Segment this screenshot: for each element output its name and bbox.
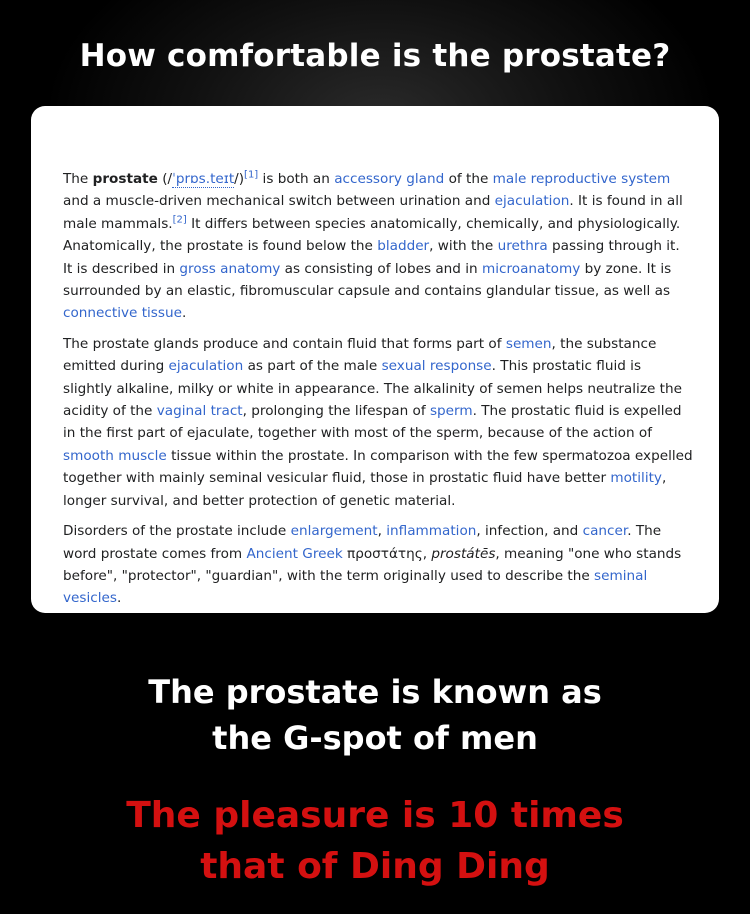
link-urethra[interactable]: urethra — [497, 238, 548, 255]
link-ejaculation[interactable]: ejaculation — [494, 193, 570, 210]
article-card — [31, 106, 719, 613]
link-enlargement[interactable]: enlargement — [290, 523, 378, 540]
caption-1-line-2: the G-spot of men — [212, 719, 538, 757]
link-microanatomy[interactable]: microanatomy — [481, 260, 581, 277]
link-ejaculation-2[interactable]: ejaculation — [168, 358, 244, 375]
link-cancer[interactable]: cancer — [582, 523, 628, 540]
link-motility[interactable]: motility — [610, 470, 662, 487]
article-paragraph-3: Disorders of the prostate include enlargement, inflammation, infection, and cancer. The word prostate comes from Ancient Greek προστάτης, prostátēs, meaning "one who stands before", "protector", "guardian", with the term originally used to describe the seminal vesicles. — [63, 523, 682, 607]
term-prostate: prostate — [92, 171, 158, 187]
ref-link-1[interactable]: [1] — [244, 169, 259, 181]
link-male-reproductive-system[interactable]: male reproductive system — [492, 171, 671, 187]
headline: How comfortable is the prostate? — [79, 38, 671, 74]
article-paragraph-2: The prostate glands produce and contain fluid that forms part of semen, the substance emitted during ejaculation as part of the male sexual response. This prostatic fluid is slightly alkaline, milky or white in appearance. The alkalinity of semen helps neutralize the acidity of the vaginal tract, prolonging the lifespan of sperm. The prostatic fluid is expelled in the first part of ejaculate, together with most of the sperm, because of the action of smooth muscle tissue within the prostate. In comparison with the few spermatozoa expelled together with mainly seminal vesicular fluid, those in prostatic fluid have better motility, longer survival, and better protection of genetic material. — [63, 335, 693, 509]
link-bladder[interactable]: bladder — [377, 238, 430, 255]
link-seminal-vesicles[interactable]: seminal vesicles — [63, 567, 648, 607]
caption-pleasure — [0, 790, 750, 892]
caption-1-line-1: The prostate is known as — [148, 673, 602, 711]
ref-link-2[interactable]: [2] — [172, 214, 187, 226]
link-smooth-muscle[interactable]: smooth muscle — [63, 447, 167, 464]
article-paragraph-1: The prostate (/ˈprɒs.teɪt/)[1] is both an accessory gland of the male reproductive system and a muscle-driven mechanical switch between urination and ejaculation. It is found in all male mammals.[2] It differs between species anatomically, chemically, and physiologically. Anatomically, the prostate is found below the bladder, with the urethra passing through it. It is described in gross anatomy as consisting of lobes and in microanatomy by zone. It is surrounded by an elastic, fibromuscular capsule and contains glandular tissue, as well as connective tissue. — [63, 169, 683, 322]
link-semen[interactable]: semen — [505, 335, 552, 352]
link-accessory-gland[interactable]: accessory gland — [334, 171, 445, 187]
link-sexual-response[interactable]: sexual response — [381, 358, 492, 375]
ipa-link[interactable]: ˈprɒs.teɪt — [172, 171, 235, 187]
link-vaginal-tract[interactable]: vaginal tract — [156, 403, 243, 420]
greek-transliteration: prostátēs — [431, 545, 496, 562]
link-inflammation[interactable]: inflammation — [386, 523, 477, 540]
caption-2-line-2: that of Ding Ding — [200, 846, 550, 887]
link-gross-anatomy[interactable]: gross anatomy — [179, 260, 281, 277]
link-ancient-greek[interactable]: Ancient Greek — [246, 545, 343, 562]
link-sperm[interactable]: sperm — [429, 403, 473, 420]
caption-g-spot — [0, 669, 750, 761]
caption-2-line-1: The pleasure is 10 times — [126, 795, 624, 836]
link-connective-tissue[interactable]: connective tissue — [63, 305, 182, 322]
